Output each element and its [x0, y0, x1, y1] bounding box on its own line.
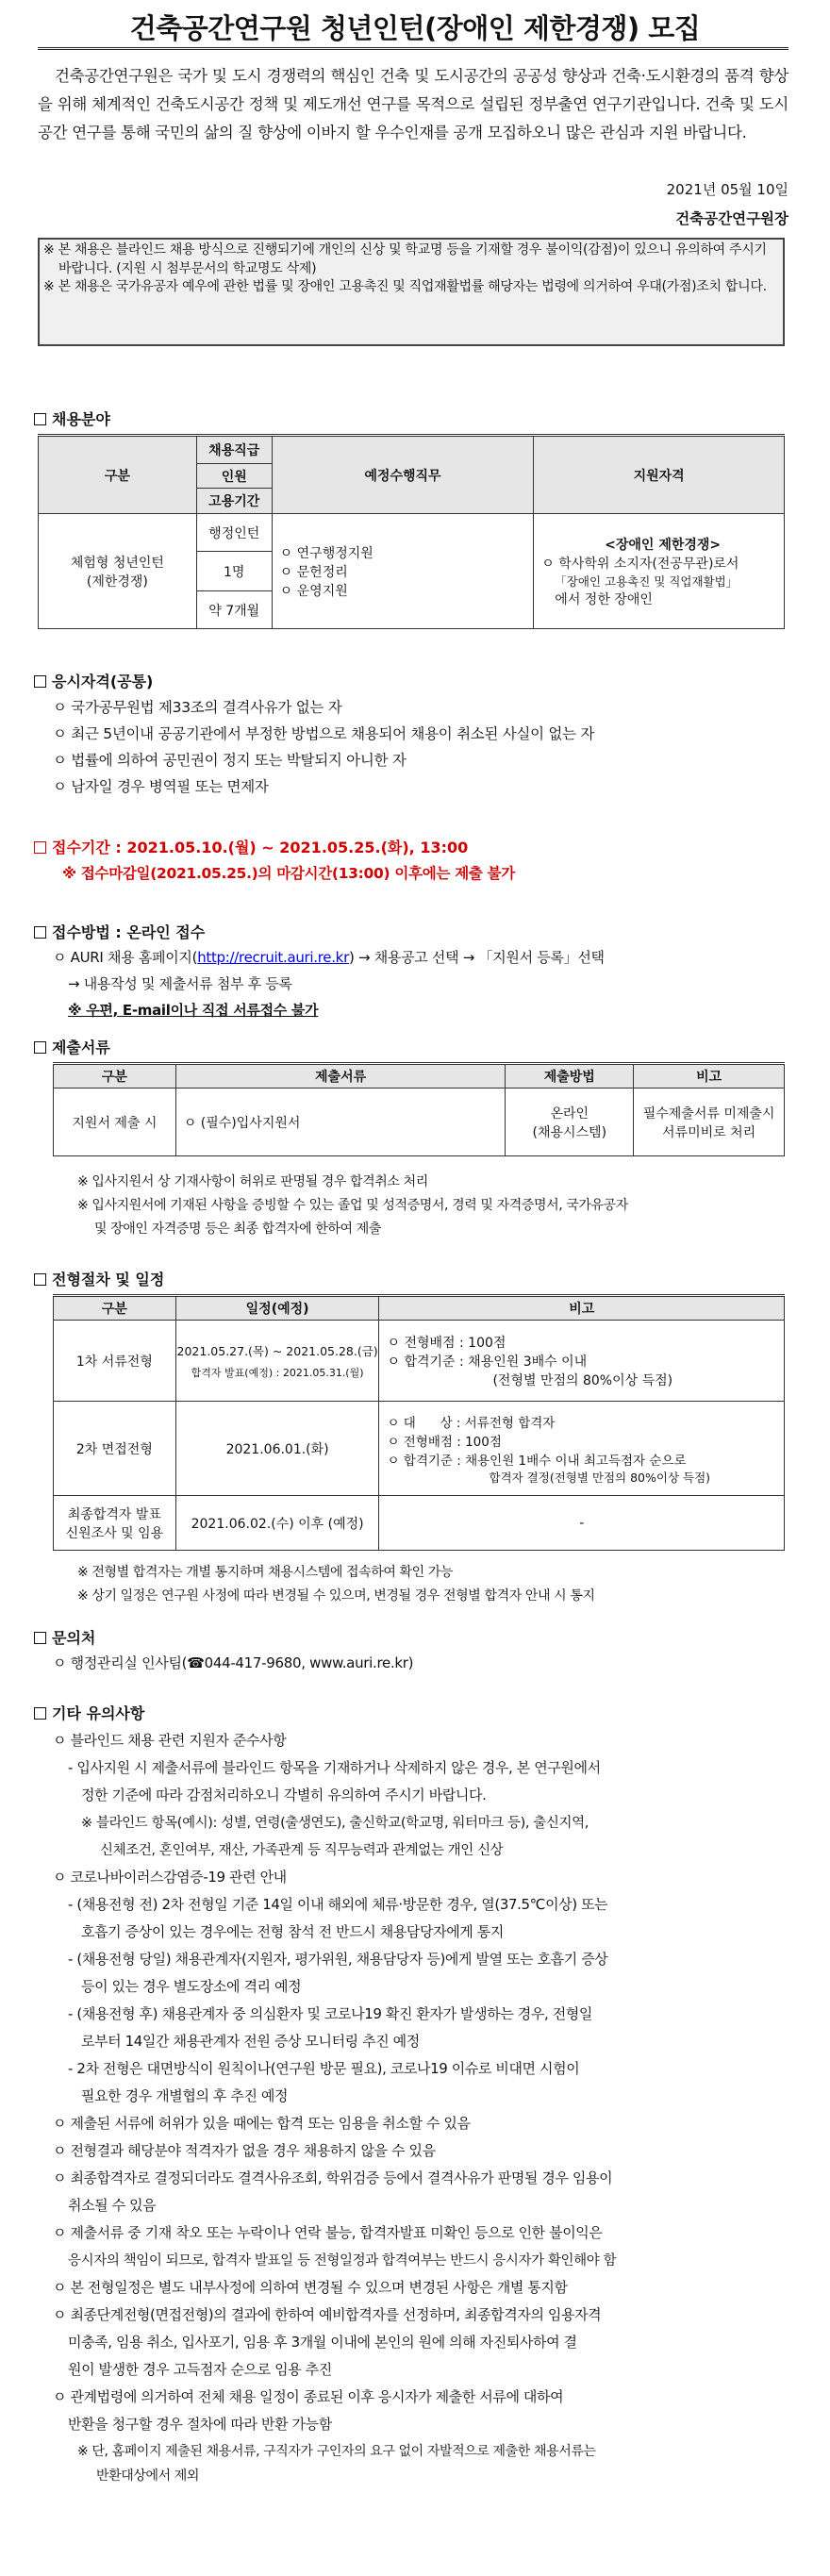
process-note-cell: - — [379, 1496, 785, 1551]
section-title: 응시자격(공통) — [52, 673, 154, 690]
section-title: 접수방법 : 온라인 접수 — [52, 923, 206, 941]
field-job-cell: 행정인턴 — [196, 514, 272, 552]
cell-text: ㅇ 합격기준 : 채용인원 3배수 이내 — [387, 1354, 588, 1370]
docs-gubun-cell: 지원서 제출 시 — [54, 1089, 176, 1156]
checkbox-square-icon — [34, 413, 46, 425]
etc-line: - 입사지원 시 제출서류에 블라인드 항목을 기재하거나 삭제하지 않은 경우, 본 연구원에서 — [68, 1759, 601, 1776]
method-line: → 내용작성 및 제출서류 첨부 후 등록 — [68, 975, 292, 992]
section-title: 문의처 — [52, 1629, 96, 1647]
docs-remark: 및 장애인 자격증명 등은 최종 합격자에 한하여 제출 — [94, 1222, 381, 1237]
etc-line: ※ 단, 홈페이지 제출된 채용서류, 구직자가 구인자의 요구 없이 자발적으로 제출한 채용서류는 — [77, 2444, 596, 2459]
title-divider — [38, 47, 788, 50]
cell-text: (전형별 만점의 80%이상 득점) — [492, 1372, 673, 1388]
col-header: 구분 — [54, 1296, 176, 1321]
notice-line: ※ 본 채용은 국가유공자 예우에 관한 법률 및 장애인 고용촉진 및 직업재활법률 해당자는 법령에 의거하여 우대(가점)조치 합니다. — [43, 279, 767, 294]
method-warning: ※ 우편, E-mail이나 직접 서류접수 불가 — [68, 1002, 319, 1019]
method-text: ㅇ AURI 채용 홈페이지( — [53, 949, 198, 966]
section-eligibility-heading — [34, 670, 153, 691]
etc-line: ㅇ 제출된 서류에 허위가 있을 때에는 합격 또는 임용을 취소할 수 있음 — [53, 2115, 471, 2132]
field-period-cell: 약 7개월 — [196, 591, 272, 629]
etc-line: ㅇ 전형결과 해당분야 적격자가 없을 경우 채용하지 않을 수 있음 — [53, 2142, 436, 2159]
col-header: 구분 — [39, 436, 197, 514]
etc-line: ㅇ 관계법령에 의거하여 전체 채용 일정이 종료된 이후 응시자가 제출한 서류에 대하여 — [53, 2388, 564, 2405]
etc-line: ※ 블라인드 항목(예시): 성별, 연령(출생연도), 출신학교(학교명, 워터마크 등), 출신지역, — [81, 1816, 589, 1831]
cell-text: 서류미비로 처리 — [662, 1124, 756, 1140]
cell-text: (채용시스템) — [532, 1124, 607, 1140]
page-title: 건축공간연구원 청년인턴(장애인 제한경쟁) 모집 — [129, 12, 701, 44]
cell-text: ㅇ 운영지원 — [279, 583, 348, 599]
eligibility-item: ㅇ 법률에 의하여 공민권이 정지 또는 박탈되지 아니한 자 — [53, 752, 407, 769]
cell-text: 2021.05.27.(목) ~ 2021.05.28.(금) — [176, 1343, 378, 1358]
etc-line: - (채용전형 당일) 채용관계자(지원자, 평가위원, 채용담당자 등)에게 발열 또는 호흡기 증상 — [68, 1951, 608, 1968]
checkbox-square-icon — [34, 926, 46, 939]
process-note-cell — [379, 1402, 785, 1496]
contact-line: ㅇ 행정관리실 인사팀(☎044-417-9680, www.auri.re.kr) — [53, 1654, 414, 1671]
cell-text: 최종합격자 발표 — [67, 1506, 161, 1522]
etc-line: ㅇ 최종합격자로 결정되더라도 결격사유조회, 학위검증 등에서 결격사유가 판명될 경우 임용이 — [53, 2169, 613, 2186]
etc-line: 정한 기준에 따라 감점처리하오니 각별히 유의하여 주시기 바랍니다. — [81, 1787, 487, 1803]
process-table — [53, 1294, 785, 1551]
section-title: 접수기간 : 2021.05.10.(월) ~ 2021.05.25.(화), 13:00 — [52, 839, 469, 856]
cell-text: 필수제출서류 미제출시 — [642, 1105, 775, 1122]
col-header: 고용기간 — [196, 489, 272, 514]
cell-text: 에서 정한 장애인 — [555, 591, 653, 607]
etc-line: - (채용전형 전) 2차 전형일 기준 14일 이내 해외에 체류·방문한 경우, 열(37.5℃이상) 또는 — [68, 1896, 608, 1913]
eligibility-item: ㅇ 국가공무원법 제33조의 결격사유가 없는 자 — [53, 699, 342, 716]
etc-line: 로부터 14일간 채용관계자 전원 증상 모니터링 추진 예정 — [81, 2033, 420, 2050]
field-duty-cell — [272, 514, 534, 629]
cell-text: ㅇ 대 상 : 서류전형 합격자 — [387, 1415, 556, 1431]
issuer: 건축공간연구원장 — [675, 210, 788, 227]
checkbox-square-icon — [34, 1707, 46, 1720]
col-header: 인원 — [196, 464, 272, 489]
etc-line: ㅇ 최종단계전형(면접전형)의 결과에 한하여 예비합격자를 선정하며, 최종합격자의 임용자격 — [53, 2306, 602, 2323]
col-header: 구분 — [54, 1064, 176, 1089]
intro-paragraph: 건축공간연구원은 국가 및 도시 경쟁력의 핵심인 건축 및 도시공간의 공공성 향상과 건축·도시환경의 품격 향상을 위해 체계적인 건축도시공간 정책 및 제도개선 연구를 목적으로 설립된 정부출연 연구기관입니다. 건축 및 도시공간 연구를 통해 국민의 삶의 질 향상에 이바지 할 우수인재를 공개 모집하오니 많은 관심과 지원 바랍니다. — [38, 67, 788, 141]
deadline-note: ※ 접수마감일(2021.05.25.)의 마감시간(13:00) 이후에는 제출 불가 — [62, 865, 515, 882]
notice-line: ※ 본 채용은 블라인드 채용 방식으로 진행되기에 개인의 신상 및 학교명 등을 기재할 경우 불이익(감점)이 있으니 유의하여 주시기 바랍니다. (지원 시 첨부문서의 학교명도 삭제) — [43, 242, 767, 276]
process-sched-cell: 2021.06.01.(화) — [175, 1402, 379, 1496]
cell-text: (제한경쟁) — [86, 573, 148, 590]
notice-date: 2021년 05월 10일 — [666, 181, 788, 198]
field-people-cell: 1명 — [196, 552, 272, 591]
process-step-cell: 1차 서류전형 — [54, 1321, 176, 1402]
col-header: 지원자격 — [534, 436, 785, 514]
section-title: 제출서류 — [52, 1039, 110, 1056]
process-step-cell — [54, 1496, 176, 1551]
etc-line: 필요한 경우 개별협의 후 추진 예정 — [81, 2087, 289, 2104]
section-docs-heading — [34, 1036, 110, 1057]
checkbox-square-icon — [34, 675, 46, 688]
recruit-site-link[interactable]: http://recruit.auri.re.kr — [197, 949, 349, 966]
section-title: 전형절차 및 일정 — [52, 1271, 165, 1288]
cell-text: 온라인 — [550, 1105, 589, 1122]
cell-text: ㅇ 문헌정리 — [279, 564, 348, 580]
section-title: 기타 유의사항 — [52, 1704, 145, 1722]
etc-line: 반환을 청구할 경우 절차에 따라 반환 가능함 — [68, 2416, 332, 2433]
notice-box — [38, 238, 785, 346]
cell-text: ㅇ 전형배점 : 100점 — [387, 1434, 502, 1450]
section-process-heading — [34, 1268, 164, 1289]
docs-remark: ※ 입사지원서에 기재된 사항을 증빙할 수 있는 졸업 및 성적증명서, 경력 및 자격증명서, 국가유공자 — [77, 1198, 628, 1213]
cell-text: ㅇ 합격기준 : 채용인원 1배수 이내 최고득점자 순으로 — [387, 1453, 687, 1469]
section-etc-heading — [34, 1702, 144, 1723]
cell-text: 신원조사 및 임용 — [65, 1525, 164, 1541]
col-header: 비고 — [634, 1064, 785, 1089]
section-title: 채용분야 — [52, 410, 110, 428]
checkbox-square-icon — [34, 1273, 46, 1286]
process-step-cell: 2차 면접전형 — [54, 1402, 176, 1496]
cell-text: ㅇ 전형배점 : 100점 — [387, 1335, 506, 1351]
docs-doc-cell: ㅇ (필수)입사지원서 — [175, 1089, 506, 1156]
field-gubun-cell — [39, 514, 197, 629]
eligibility-item: ㅇ 남자일 경우 병역필 또는 면제자 — [53, 778, 269, 795]
section-method-heading — [34, 921, 205, 942]
etc-line: ㅇ 본 전형일정은 별도 내부사정에 의하여 변경될 수 있으며 변경된 사항은 개별 통지함 — [53, 2279, 568, 2296]
col-header: 채용직급 — [196, 436, 272, 464]
col-header: 비고 — [379, 1296, 785, 1321]
cell-text: 「장애인 고용촉진 및 직업재활법」 — [555, 573, 739, 589]
etc-line: 호흡기 증상이 있는 경우에는 전형 참석 전 반드시 채용담당자에게 통지 — [81, 1923, 504, 1940]
method-line — [53, 947, 605, 967]
col-header: 예정수행직무 — [272, 436, 534, 514]
section-period-heading — [34, 836, 468, 857]
etc-line: ㅇ 제출서류 중 기재 착오 또는 누락이나 연락 불능, 합격자발표 미확인 등으로 인한 불이익은 — [53, 2224, 603, 2241]
docs-table — [53, 1062, 785, 1156]
etc-line: 원이 발생한 경우 고득점자 순으로 임용 추진 — [68, 2361, 332, 2378]
cell-text: 체험형 청년인턴 — [70, 555, 164, 571]
etc-line: 등이 있는 경우 별도장소에 격리 예정 — [81, 1978, 302, 1995]
etc-line: 취소될 수 있음 — [68, 2197, 157, 2214]
method-text: ) → 채용공고 선택 → 「지원서 등록」선택 — [348, 949, 605, 966]
field-qual-cell — [534, 514, 785, 629]
etc-line: 반환대상에서 제외 — [96, 2468, 200, 2484]
docs-note-cell — [634, 1089, 785, 1156]
etc-line: 미충족, 임용 취소, 입사포기, 임용 후 3개월 이내에 본인의 원에 의해 자진퇴사하여 결 — [68, 2334, 577, 2351]
checkbox-square-icon — [34, 1041, 46, 1054]
col-header: 제출방법 — [506, 1064, 634, 1089]
eligibility-item: ㅇ 최근 5년이내 공공기관에서 부정한 방법으로 채용되어 채용이 취소된 사실이 없는 자 — [53, 725, 595, 742]
cell-text: 합격자 발표(예정) : 2021.05.31.(월) — [191, 1366, 364, 1379]
etc-line: ㅇ 블라인드 채용 관련 지원자 준수사항 — [53, 1732, 287, 1749]
etc-line: 신체조건, 혼인여부, 재산, 가족관계 등 직무능력과 관계없는 개인 신상 — [100, 1843, 504, 1858]
section-contact-heading — [34, 1626, 95, 1648]
etc-line: ㅇ 코로나바이러스감염증-19 관련 안내 — [53, 1869, 287, 1886]
docs-method-cell — [506, 1089, 634, 1156]
checkbox-square-icon — [34, 841, 46, 854]
section-field-heading — [34, 407, 110, 429]
etc-line: - (채용전형 후) 채용관계자 중 의심환자 및 코로나19 확진 환자가 발생하는 경우, 전형일 — [68, 2005, 592, 2022]
cell-text: <장애인 제한경쟁> — [605, 537, 722, 553]
process-remark: ※ 상기 일정은 연구원 사정에 따라 변경될 수 있으며, 변경될 경우 전형별 합격자 안내 시 통지 — [77, 1588, 595, 1604]
process-sched-cell: 2021.06.02.(수) 이후 (예정) — [175, 1496, 379, 1551]
cell-text: ㅇ 연구행정지원 — [279, 545, 374, 561]
cell-text: ㅇ 학사학위 소지자(전공무관)로서 — [541, 556, 739, 572]
docs-remark: ※ 입사지원서 상 기재사항이 허위로 판명될 경우 합격취소 처리 — [77, 1174, 428, 1189]
process-remark: ※ 전형별 합격자는 개별 통지하며 채용시스템에 접속하여 확인 가능 — [77, 1565, 454, 1580]
col-header: 일정(예정) — [175, 1296, 379, 1321]
process-note-cell — [379, 1321, 785, 1402]
field-table — [38, 434, 785, 629]
process-sched-cell — [175, 1321, 379, 1402]
cell-text: 합격자 결정(전형별 만점의 80%이상 득점) — [489, 1470, 711, 1485]
col-header: 제출서류 — [175, 1064, 506, 1089]
checkbox-square-icon — [34, 1632, 46, 1644]
etc-line: 응시자의 책임이 되므로, 합격자 발표일 등 전형일정과 합격여부는 반드시 응시자가 확인해야 함 — [68, 2253, 617, 2269]
etc-line: - 2차 전형은 대면방식이 원칙이나(연구원 방문 필요), 코로나19 이슈로 비대면 시험이 — [68, 2060, 580, 2077]
